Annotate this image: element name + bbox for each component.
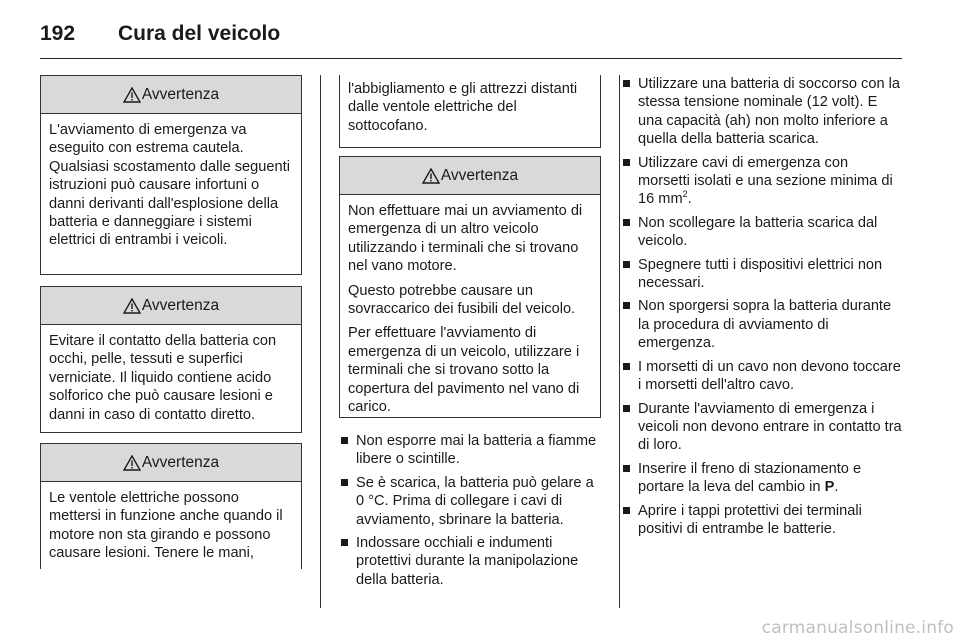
warning-title: Avvertenza [440,166,519,184]
warning-body [41,482,301,571]
list-item: Non sporgersi sopra la batteria durante la procedura di avviamento di emergenza. [621,297,903,352]
bullet-square-icon [623,159,630,166]
warning-body [41,114,301,258]
bullet-square-icon [623,405,630,412]
list-item: Indossare occhiali e indumenti protettivi durante la manipolazione della batteria. [339,534,601,589]
warning-paragraph: Questo potrebbe causare un sovraccarico dei fusibili del veicolo. [348,282,576,318]
bullet-square-icon [623,219,630,226]
column-middle [339,75,601,594]
column-right [621,75,903,543]
warning-triangle-icon [123,87,141,103]
column-left [40,75,302,569]
procedure-list [621,75,903,538]
list-item: Non scollegare la batteria scarica dal veicolo. [621,214,903,251]
list-item: Spegnere tutti i dispositivi elettrici non necessari. [621,256,903,293]
list-item: Aprire i tappi protettivi dei terminali positivi di entrambe le batterie. [621,502,903,539]
warning-header [41,444,301,482]
list-item: Utilizzare una batteria di soccorso con la stessa tensione nominale (12 volt). E una capacità (ah) non molto inferiore a quella della batteria scarica. [621,75,903,149]
bullet-square-icon [623,302,630,309]
warning-box-continued [339,75,601,148]
bullet-square-icon [623,80,630,87]
warning-paragraph: Per effettuare l'avviamento di emergenza di un veicolo, utilizzare i terminali che si trovano sotto la copertura del pavimento nel vano di carico. [348,325,580,416]
warning-box-engine-terminals [339,156,601,418]
warning-title: Avvertenza [141,296,220,314]
column-divider-right [619,75,620,608]
list-item: Utilizzare cavi di emergenza con morsetti isolati e una sezione minima di 16 $mm^2$. [621,154,903,209]
bullet-square-icon [341,539,348,546]
warning-text: L'avviamento di emergenza va eseguito con estrema cautela. Qualsiasi scostamento dalle seguenti istruzioni può causare infortuni o danni derivanti dall'esplosione della batteria e danneggiare i sistemi elettrici di entrambi i veicoli. [49,122,290,249]
bullet-square-icon [623,465,630,472]
warning-box-electric-fans [40,443,302,569]
list-item: Non esporre mai la batteria a fiamme libere o scintille. [339,432,601,469]
section-title: Cura del veicolo [118,22,281,45]
warning-header [340,157,600,195]
warning-title: Avvertenza [141,453,220,471]
page-number: 192 [40,22,76,45]
list-item: Inserire il freno di stazionamento e portare la leva del cambio in P. [621,460,903,497]
column-divider-left [320,75,321,608]
warning-text-continued: l'abbigliamento e gli attrezzi distanti dalle ventole elettriche del sottocofano. [348,81,578,134]
warning-body [340,195,600,424]
warning-text: Le ventole elettriche possono mettersi in funzione anche quando il motore non sta girando e possono causare lesioni. Tenere le mani, [49,490,283,562]
bullet-square-icon [623,261,630,268]
warning-header [41,287,301,325]
warning-text: Evitare il contatto della batteria con occhi, pelle, tessuti e superfici verniciate. Il liquido contiene acido solforico che può causare lesioni e danni in caso di contatto diretto. [49,333,277,423]
precautions-list [339,432,601,589]
warning-box-emergency-start [40,75,302,275]
bullet-square-icon [341,479,348,486]
list-item: Durante l'avviamento di emergenza i veicoli non devono entrare in contatto tra di loro. [621,400,903,455]
bullet-square-icon [341,437,348,444]
list-item: Se è scarica, la batteria può gelare a 0 °C. Prima di collegare i cavi di avviamento, sbrinare la batteria. [339,474,601,529]
bullet-square-icon [623,507,630,514]
warning-header [41,76,301,114]
warning-box-acid-contact [40,286,302,433]
warning-triangle-icon [123,298,141,314]
bullet-square-icon [623,363,630,370]
page-header [40,18,902,59]
warning-body [340,75,600,143]
warning-triangle-icon [123,455,141,471]
warning-paragraph: Non effettuare mai un avviamento di emergenza di un altro veicolo utilizzando i terminali che si trovano nel vano motore. [348,203,583,275]
warning-triangle-icon [422,168,440,184]
warning-title: Avvertenza [141,85,220,103]
list-item: I morsetti di un cavo non devono toccare i morsetti dell'altro cavo. [621,358,903,395]
warning-body [41,325,301,432]
watermark: carmanualsonline.info [761,618,954,638]
